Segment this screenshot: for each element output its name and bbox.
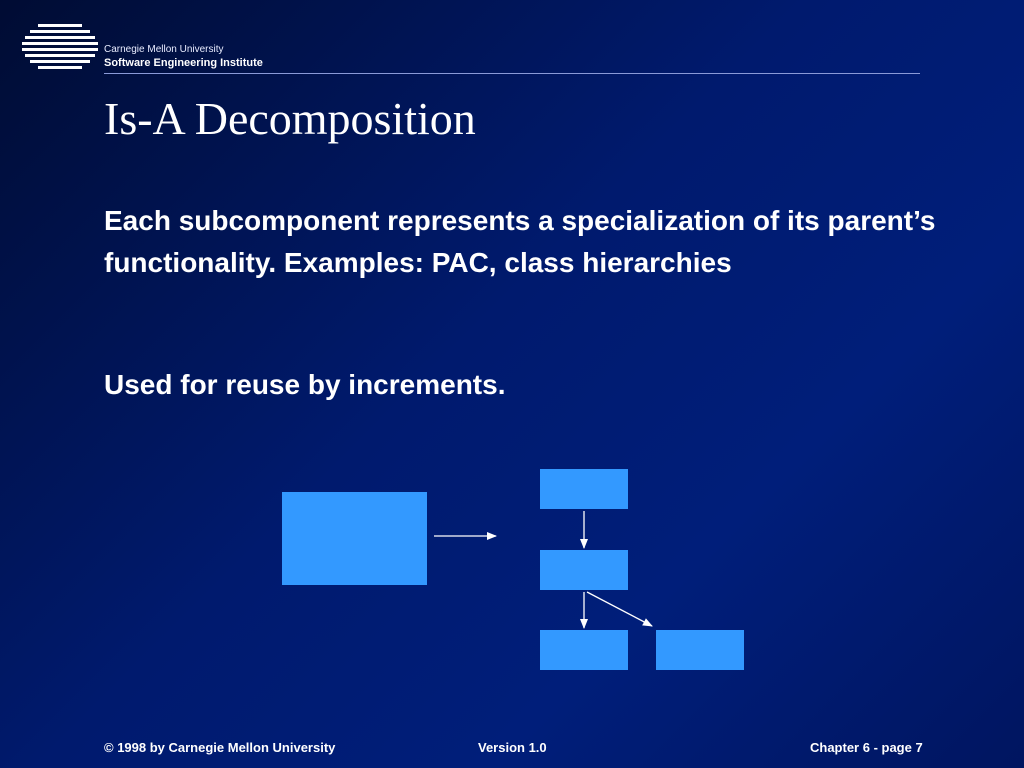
footer-version: Version 1.0: [478, 740, 547, 755]
footer-page-number: Chapter 6 - page 7: [810, 740, 923, 755]
specialization-box-1: [540, 469, 628, 509]
specialization-box-2: [540, 550, 628, 590]
institute-name: Software Engineering Institute: [104, 56, 263, 69]
slide-title: Is-A Decomposition: [104, 93, 476, 144]
university-name: Carnegie Mellon University: [104, 44, 224, 55]
specializes-arrow-3: [587, 592, 652, 626]
usage-paragraph: Used for reuse by increments.: [104, 369, 506, 400]
footer-copyright: © 1998 by Carnegie Mellon University: [104, 740, 336, 755]
specialization-box-3b: [656, 630, 744, 670]
specialization-box-3a: [540, 630, 628, 670]
description-paragraph: Each subcomponent represents a specialization of its parent’s functionality. Examples: PAC, class hierarchies: [104, 205, 936, 278]
parent-component-box: [282, 492, 427, 585]
